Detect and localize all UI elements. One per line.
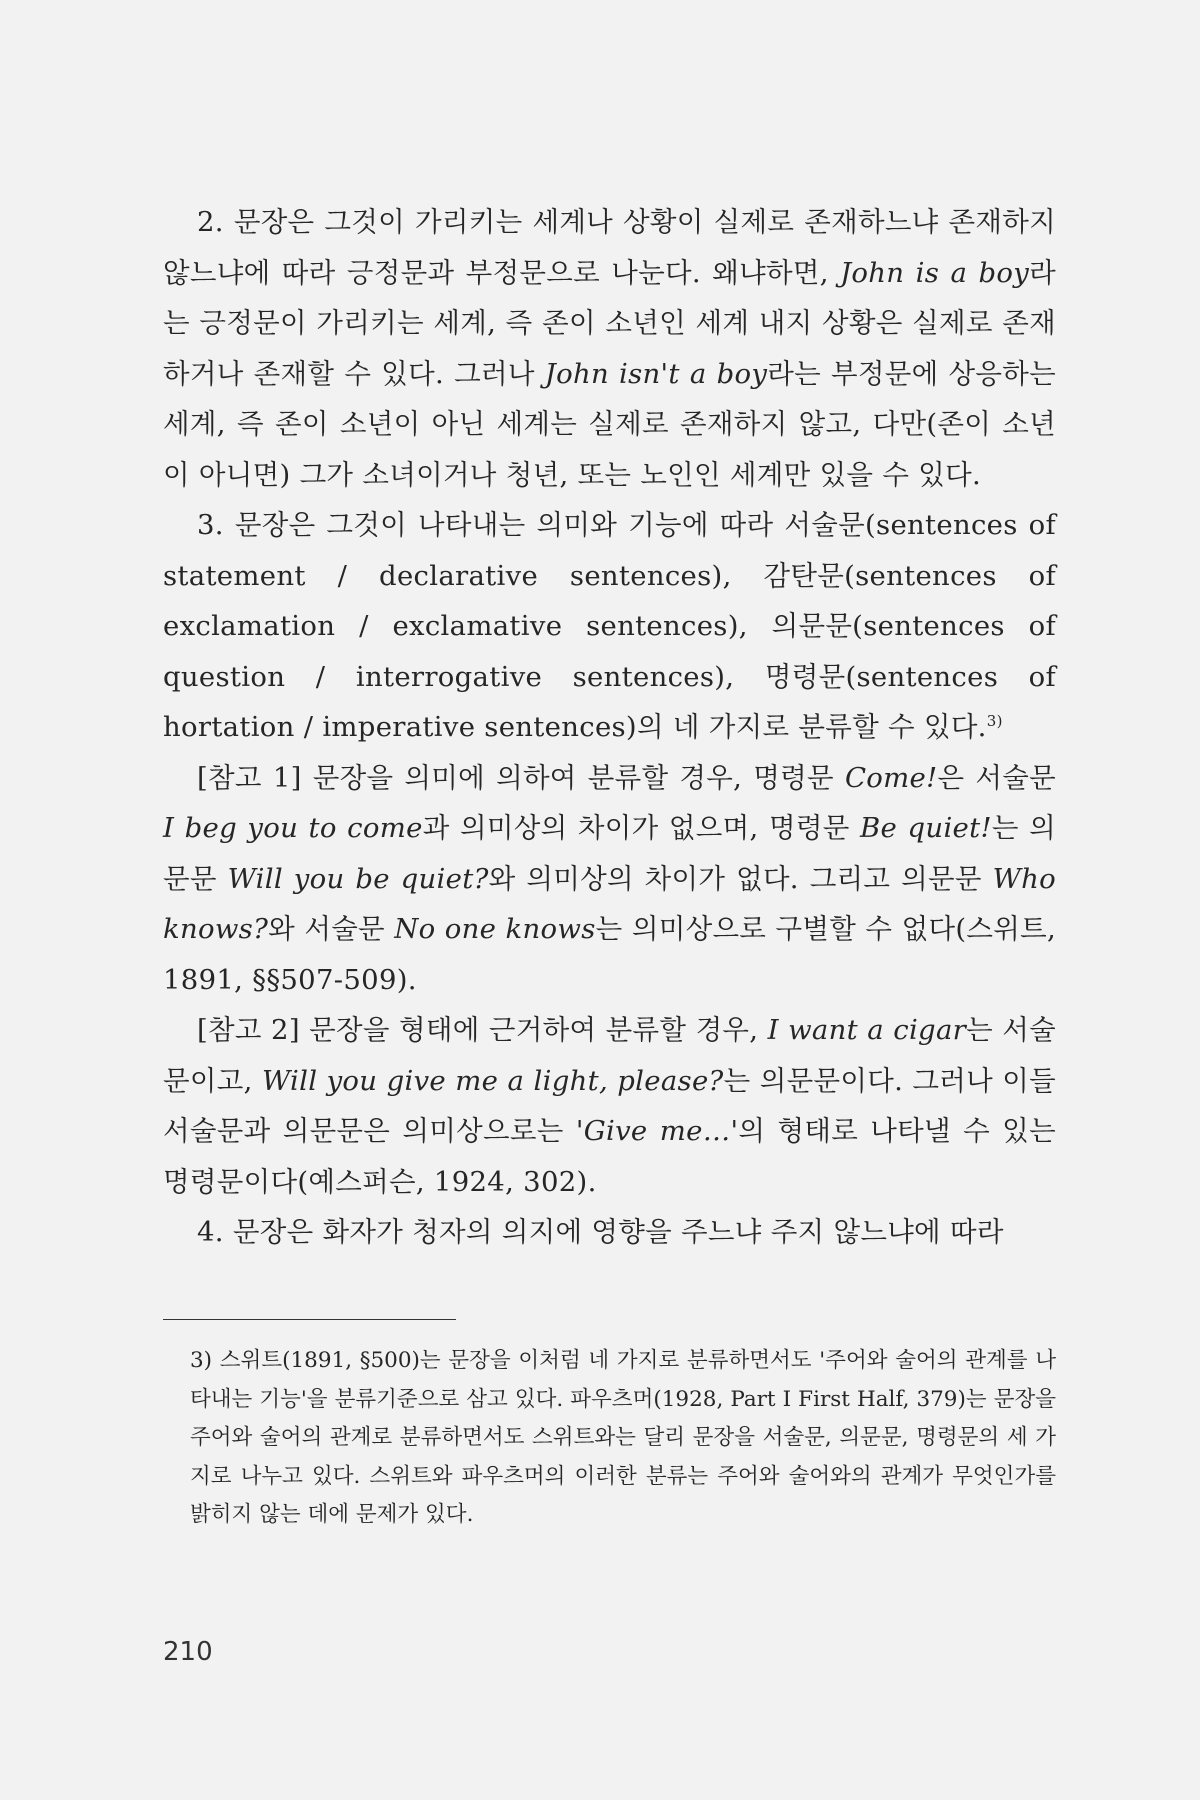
text-run: 는 의문문	[163, 812, 1056, 895]
italic-example: Will you be quiet?	[227, 862, 489, 895]
italic-example: Come!	[844, 761, 938, 794]
text-run: 라는 긍정문이 가리키는 세계, 즉 존이 소년인 세계 내지 상황은 실제로 존재하거나 존재할 수 있다. 그러나	[163, 256, 1056, 390]
italic-example: No one knows	[394, 913, 596, 945]
text-run: 2. 문장은 그것이 가리키는 세계나 상황이 실제로 존재하느냐 존재하지 않느냐에 따라 긍정문과 부정문으로 나눈다. 왜냐하면,	[163, 206, 1056, 289]
body-text	[163, 197, 1056, 1258]
italic-example: I beg you to come	[163, 812, 423, 844]
italic-example: Be quiet!	[860, 812, 992, 844]
page-number: 210	[163, 1637, 213, 1667]
footnote-separator	[163, 1319, 456, 1320]
footnote-3: 3) 스위트(1891, §500)는 문장을 이처럼 네 가지로 분류하면서도 '주어와 술어의 관계를 나타내는 기능'을 분류기준으로 삼고 있다. 파우츠머(1928, Part I First Half, 379)는 문장을 주어와 술어의 관계로 분류하면서도 스위트와는 달리 문장을 서술문, 의문문, 명령문의 세 가지로 나누고 있다. 스위트와 파우츠머의 이러한 분류는 주어와 술어와의 관계가 무엇인가를 밝히지 않는 데에 문제가 있다.	[190, 1348, 1056, 1527]
text-run: 3. 문장은 그것이 나타내는 의미와 기능에 따라 서술문(sentences of statement / declarative sentences), 감탄문(sentences of exclamation / exclamative sentences), 의문문(sentences of question / interrogative sentences), 명령문(sentences of hortation / imperative sentences)의 네 가지로 분류할 수 있다.	[163, 509, 1056, 743]
text-run: 4. 문장은 화자가 청자의 의지에 영향을 주느냐 주지 않느냐에 따라	[197, 1216, 1004, 1248]
text-run: 와 서술문	[268, 913, 395, 945]
text-run: 는 의문문이다. 그러나 이들 서술문과 의문문은 의미상으로는 '	[163, 1064, 1057, 1147]
text-run: 는 의미상으로 구별할 수 없다(스위트, 1891, §§507-509).	[163, 913, 1056, 996]
italic-example: I want a cigar	[767, 1014, 967, 1046]
italic-example: John is a boy	[840, 256, 1030, 289]
italic-example: Will you give me a light, please?	[261, 1064, 724, 1097]
paragraph-4	[163, 1005, 1056, 1207]
paragraph-5	[163, 1207, 1056, 1258]
text-run: 는 서술문이고,	[163, 1014, 1056, 1097]
text-run: 라는 부정문에 상응하는 세계, 즉 존이 소년이 아닌 세계는 실제로 존재하지 않고, 다만(존이 소년이 아니면) 그가 소녀이거나 청년, 또는 노인인 세계만 있을 수 있다.	[163, 357, 1056, 491]
footnote-reference: 3)	[986, 712, 1003, 730]
italic-example: Who knows?	[163, 862, 1056, 945]
text-run: [참고 2] 문장을 형태에 근거하여 분류할 경우,	[197, 1014, 768, 1046]
text-run: [참고 1] 문장을 의미에 의하여 분류할 경우, 명령문	[197, 761, 845, 794]
paragraph-1	[163, 197, 1056, 500]
text-run: 와 의미상의 차이가 없다. 그리고 의문문	[488, 862, 993, 895]
text-run: '의 형태로 나타낼 수 있는 명령문이다(예스퍼슨, 1924, 302).	[163, 1115, 1056, 1198]
paragraph-2	[163, 500, 1056, 753]
paragraph-3	[163, 753, 1056, 1006]
text-run: 은 서술문	[937, 761, 1056, 794]
italic-example: Give me…	[583, 1115, 731, 1147]
text-run: 과 의미상의 차이가 없으며, 명령문	[422, 812, 861, 844]
italic-example: John isn't a boy	[544, 357, 768, 390]
